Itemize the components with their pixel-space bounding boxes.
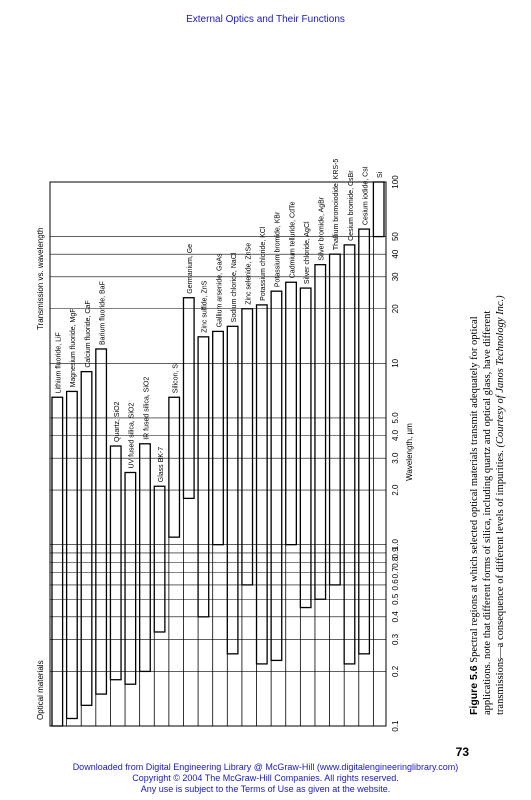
material-label: Thallium bromoiodide, KRS-5 bbox=[333, 158, 341, 251]
material-range-bar bbox=[125, 473, 136, 685]
material-range-bar bbox=[286, 282, 297, 544]
material-label: Zinc sulfide, ZnS bbox=[201, 280, 209, 333]
material-range-bar bbox=[96, 349, 107, 694]
material-label: Magnesium fluoride, MgF bbox=[70, 308, 78, 388]
material-label: Silver chloride, AgCl bbox=[303, 221, 311, 285]
x-tick-label: 0.5 bbox=[391, 593, 400, 605]
material-label: Potassium chloride, KCl bbox=[260, 226, 268, 301]
footer-line-2: Copyright © 2004 The McGraw-Hill Companies. All rights reserved. bbox=[132, 773, 399, 783]
material-range-bar bbox=[169, 397, 180, 537]
material-label: Silver bromide, AgBr bbox=[318, 196, 326, 261]
x-tick-label: 40 bbox=[391, 249, 400, 259]
material-label: UV fused silica, SiO2 bbox=[128, 402, 136, 469]
material-label: Sodium chloride, NaCl bbox=[230, 252, 238, 323]
x-axis-title: Wavelength, µm bbox=[405, 423, 414, 481]
material-label: Gallium arsenide, GaAs bbox=[216, 253, 224, 328]
x-tick-label: 2.0 bbox=[391, 484, 400, 496]
x-tick-label: 5.0 bbox=[391, 412, 400, 424]
material-range-bar bbox=[110, 446, 121, 680]
x-tick-label: 100 bbox=[391, 175, 400, 189]
material-range-bar bbox=[300, 288, 311, 607]
material-range-bar bbox=[330, 254, 341, 585]
x-tick-label: 3.0 bbox=[391, 452, 400, 464]
x-tick-label: 30 bbox=[391, 272, 400, 282]
material-range-bar bbox=[52, 397, 63, 726]
x-tick-label: 0.4 bbox=[391, 611, 400, 623]
footer-line-1[interactable]: Downloaded from Digital Engineering Library @ McGraw-Hill (www.digitalengineeringlibrary.com) bbox=[72, 762, 459, 772]
material-label: Barium fluoride, BaF bbox=[99, 281, 107, 345]
material-label: Potassium bromide, KBr bbox=[274, 211, 282, 288]
running-header: External Optics and Their Functions bbox=[186, 14, 345, 25]
page-footer bbox=[0, 762, 531, 795]
x-tick-label: 0.1 bbox=[391, 720, 400, 732]
x-tick-label: 1.0 bbox=[391, 539, 400, 551]
x-tick-label: 0.8 bbox=[391, 556, 400, 568]
material-label: Quartz, SiO2 bbox=[114, 401, 122, 443]
material-range-bar bbox=[242, 309, 253, 585]
x-tick-label: 0.6 bbox=[391, 579, 400, 591]
material-label: Cesium bromide, CsBr bbox=[347, 170, 355, 241]
material-range-bar bbox=[359, 229, 370, 654]
material-label: Si bbox=[377, 171, 384, 178]
figure-caption bbox=[468, 275, 507, 715]
material-label: Cesium iodide, CsI bbox=[362, 166, 370, 226]
material-range-bar bbox=[373, 182, 384, 237]
material-label: Glass BK-7 bbox=[157, 446, 165, 483]
material-label: Silicon, Si bbox=[172, 362, 180, 394]
material-label: Germanium, Ge bbox=[187, 243, 195, 294]
x-tick-label: 0.7 bbox=[391, 567, 400, 579]
chart-title: Transmission vs. wavelength bbox=[36, 227, 45, 330]
page-number: 73 bbox=[455, 745, 469, 759]
x-tick-label: 0.2 bbox=[391, 665, 400, 677]
material-label: Calcium fluoride, CaF bbox=[84, 300, 92, 368]
material-label: Cadmium telluride, CdTe bbox=[289, 201, 297, 279]
footer-line-3: Any use is subject to the Terms of Use as given at the website. bbox=[140, 784, 391, 794]
material-range-bar bbox=[344, 245, 355, 664]
material-range-bar bbox=[67, 391, 78, 718]
material-range-bar bbox=[271, 291, 282, 660]
figure-label: Figure 5.6 bbox=[468, 665, 480, 715]
x-tick-label: 0.9 bbox=[391, 547, 400, 559]
material-range-bar bbox=[81, 372, 92, 706]
material-range-bar bbox=[140, 444, 151, 672]
material-range-bar bbox=[315, 265, 326, 600]
material-label: IR fused silica, SiO2 bbox=[143, 376, 151, 440]
material-range-bar bbox=[183, 298, 194, 499]
material-range-bar bbox=[198, 337, 209, 617]
material-label: Zinc selenide, ZnSe bbox=[245, 242, 253, 305]
x-tick-label: 0.3 bbox=[391, 633, 400, 646]
material-range-bar bbox=[154, 486, 165, 632]
x-tick-label: 4.0 bbox=[391, 429, 400, 442]
material-label: Lithium fluoride, LiF bbox=[55, 332, 63, 394]
figure-caption-text: Spectral regions at which selected optical materials transmit adequately for optical applications. note that different forms of silica, including quartz and optical glass, have different transmissions—a consequence of different levels of impurities. bbox=[469, 310, 506, 715]
x-tick-label: 10 bbox=[391, 358, 400, 368]
x-tick-label: 50 bbox=[391, 232, 400, 242]
x-tick-label: 20 bbox=[391, 304, 400, 314]
figure-credit: (Courtesy of Janos Technology Inc.) bbox=[495, 295, 506, 448]
material-range-bar bbox=[257, 305, 268, 664]
category-axis-title: Optical materials bbox=[36, 660, 45, 720]
